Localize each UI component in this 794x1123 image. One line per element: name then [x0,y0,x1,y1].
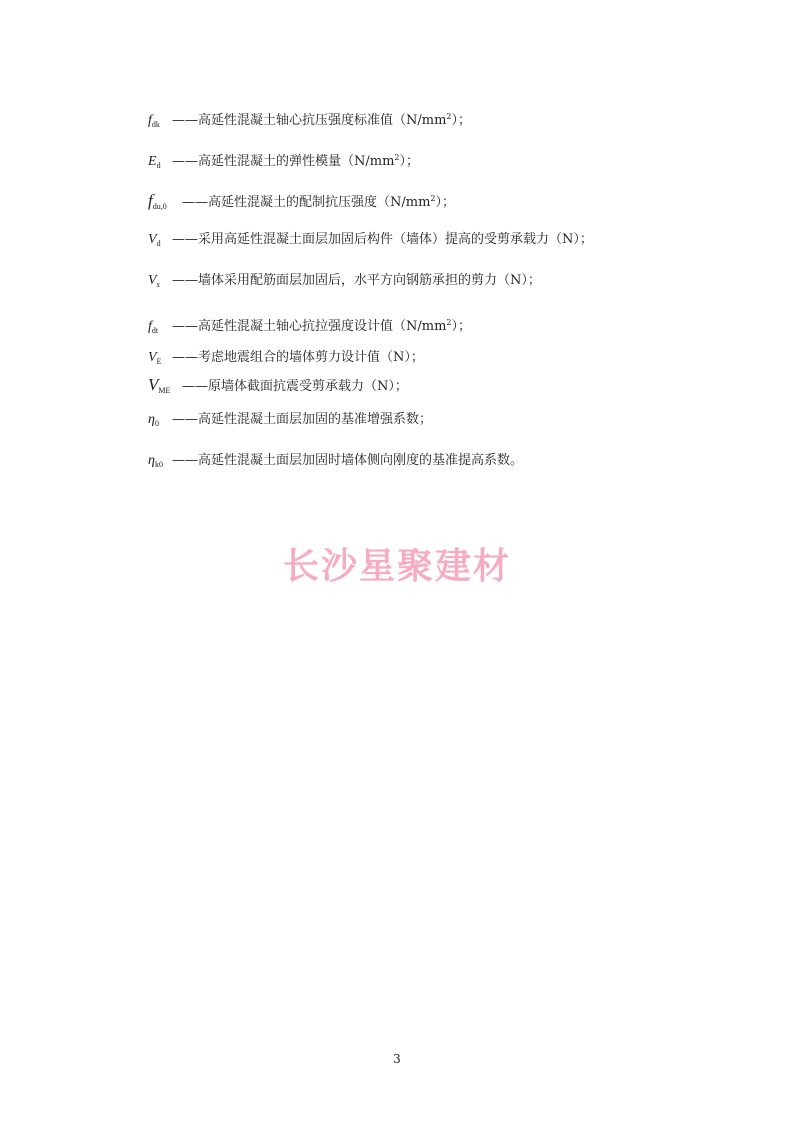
symbol: $\eta_{k0}$ [148,453,163,469]
definition-row [148,231,593,253]
definition-row [148,452,523,474]
symbol: $f_{du,0}$ [148,191,167,211]
symbol: $E_d$ [148,154,161,170]
definition-text: ——考虑地震组合的墙体剪力设计值（N）； [172,350,424,365]
definition-text: ——高延性混凝土面层加固时墙体侧向刚度的基准提高系数。 [172,453,524,468]
definition-text: ——墙体采用配筋面层加固后，水平方向钢筋承担的剪力（N）； [172,273,541,288]
symbol: $V_E$ [148,350,162,366]
page-number: 3 [393,1052,401,1066]
definition-row [148,411,432,433]
definition-row [148,190,455,216]
symbol: $\eta_0$ [148,412,159,428]
definition-text: ——高延性混凝土面层加固的基准增强系数； [172,412,433,427]
symbol: $V_{ME}$ [148,375,171,395]
definition-text: ——高延性混凝土轴心抗压强度标准值$(N/mm^2)$； [172,112,472,128]
definition-text: ——原墙体截面抗震受剪承载力（N）； [182,379,408,394]
definition-text: ——采用高延性混凝土面层加固后构件（墙体）提高的受剪承载力（N）； [172,232,593,247]
symbol: $V_d$ [148,232,161,248]
definition-row [148,376,408,400]
definition-text: ——高延性混凝土的弹性模量$(N/mm^2)$； [172,153,420,169]
definition-row [148,108,471,134]
symbol: $f_{dk}$ [148,113,160,129]
definition-row [148,272,541,294]
definition-row [148,349,424,371]
definition-text: ——高延性混凝土的配制抗压强度$(N/mm^2)$； [182,194,456,210]
definition-row [148,314,471,340]
symbol: $f_{dt}$ [148,319,159,335]
definition-row [148,149,419,175]
watermark: 长沙星聚建材 [282,546,511,587]
definition-text: ——高延性混凝土轴心抗拉强度设计值$(N/mm^2)$； [172,318,472,334]
symbol: $V_s$ [148,273,160,289]
